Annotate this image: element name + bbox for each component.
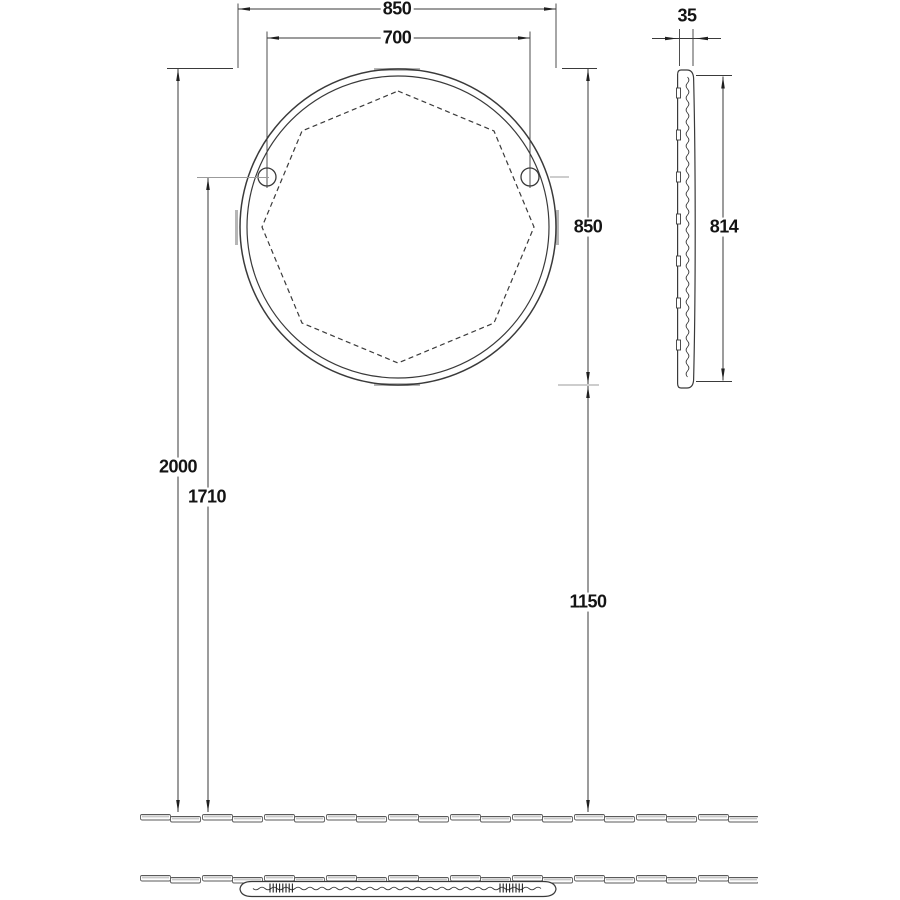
dim-label-overall-height: 2000 [158,456,198,477]
dim-label-fixing-centres: 700 [382,27,412,48]
dim-label-glass-height: 814 [709,216,739,237]
hidden-glass-outline-octagon [262,91,534,363]
dim-label-overall-width: 850 [382,0,412,19]
side-view [677,70,696,388]
dim-overall-height [167,69,233,813]
mirror-inner-circle [247,76,549,378]
dim-label-fixing-height: 1710 [187,486,227,507]
dim-fixing-centres [267,32,530,189]
dim-label-mirror-height: 850 [573,216,603,237]
plan-view [240,882,556,897]
dim-label-bottom-edge-height: 1150 [569,591,607,612]
dim-label-depth: 35 [677,5,697,26]
floor-line [140,813,758,825]
front-view [237,69,570,385]
mirror-outer-circle [240,69,556,385]
dim-depth [652,29,721,66]
